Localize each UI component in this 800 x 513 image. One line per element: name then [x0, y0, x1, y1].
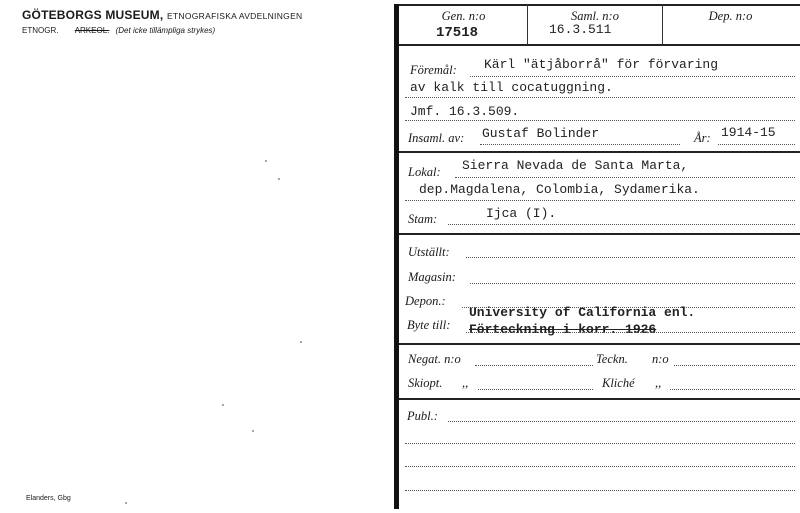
museum-header	[22, 8, 302, 22]
kliche-rule	[399, 398, 800, 400]
dotted-line	[455, 177, 795, 178]
byte-rule	[399, 343, 800, 345]
dotted-line	[470, 283, 795, 284]
teckn-no-label: n:o	[652, 352, 669, 366]
printer-imprint: Elanders, Gbg	[26, 495, 71, 502]
speck	[265, 160, 267, 162]
stam-label: Stam:	[408, 212, 438, 226]
speck	[125, 502, 127, 504]
header-rule	[399, 44, 800, 46]
lokal-label: Lokal:	[408, 165, 441, 179]
card-left-border	[394, 4, 399, 509]
lokal-line-2: dep.Magdalena, Colombia, Sydamerika.	[419, 182, 700, 197]
ar-label: År:	[694, 131, 711, 145]
stam-value: Ijca (I).	[486, 206, 557, 221]
dotted-line	[405, 200, 795, 201]
lokal-line-1: Sierra Nevada de Santa Marta,	[462, 158, 689, 173]
department-name: ETNOGRAFISKA AVDELNINGEN	[166, 11, 303, 21]
top-rule	[399, 4, 800, 6]
dotted-line	[674, 365, 795, 366]
etnogr-label: ETNOGR.	[22, 26, 59, 35]
dotted-line	[405, 120, 795, 121]
foremal-label: Föremål:	[410, 63, 457, 77]
insaml-value: Gustaf Bolinder	[482, 126, 600, 141]
dotted-line	[405, 490, 795, 491]
speck	[278, 178, 280, 180]
teckn-label: Teckn.	[596, 352, 628, 366]
dotted-line	[466, 257, 795, 258]
utstallt-label: Utställt:	[408, 245, 450, 259]
stam-rule	[399, 233, 800, 235]
kliche-label: Kliché	[602, 376, 635, 390]
saml-no-value: 16.3.511	[549, 22, 612, 37]
foremal-line-1: Kärl "ätjåborrå" för förvaring	[484, 57, 719, 72]
speck	[222, 404, 224, 406]
negat-label: Negat. n:o	[408, 352, 461, 366]
dotted-line	[405, 97, 795, 98]
byte-line-1: University of California enl.	[469, 305, 696, 320]
dotted-line	[470, 76, 795, 77]
dotted-line	[466, 332, 795, 333]
publ-label: Publ.:	[407, 409, 438, 423]
dotted-line	[478, 389, 593, 390]
foremal-rule	[399, 151, 800, 153]
skiopt-label: Skiopt.	[408, 376, 443, 390]
kliche-ditto: ,,	[655, 376, 662, 390]
dotted-line	[475, 365, 593, 366]
magasin-label: Magasin:	[408, 270, 456, 284]
byte-label: Byte till:	[407, 318, 451, 332]
gen-no-label: Gen. n:o	[441, 9, 486, 23]
dotted-line	[448, 224, 795, 225]
speck	[300, 341, 302, 343]
insaml-label: Insaml. av:	[408, 131, 465, 145]
depon-label: Depon.:	[405, 294, 446, 308]
museum-name: GÖTEBORGS MUSEUM,	[22, 8, 164, 22]
ar-value: 1914-15	[721, 125, 776, 140]
skiopt-ditto: ,,	[462, 376, 469, 390]
byte-line-2: Förteckning i korr. 1926	[469, 322, 657, 337]
dotted-line	[718, 144, 795, 145]
dotted-line	[448, 421, 795, 422]
dotted-line	[405, 466, 795, 467]
saml-no-label: Saml. n:o	[571, 9, 619, 23]
strike-note: (Det icke tillämpliga strykes)	[115, 26, 216, 35]
dotted-line	[670, 389, 795, 390]
arkeol-label: ARKEOL.	[74, 26, 110, 35]
speck	[252, 430, 254, 432]
dotted-line	[405, 443, 795, 444]
dep-no-label: Dep. n:o	[708, 9, 753, 23]
foremal-line-3: Jmf. 16.3.509.	[410, 104, 520, 119]
gen-no-value: 17518	[436, 25, 479, 41]
dotted-line	[480, 144, 680, 145]
foremal-line-2: av kalk till cocatuggning.	[410, 80, 613, 95]
category-line	[22, 26, 215, 35]
